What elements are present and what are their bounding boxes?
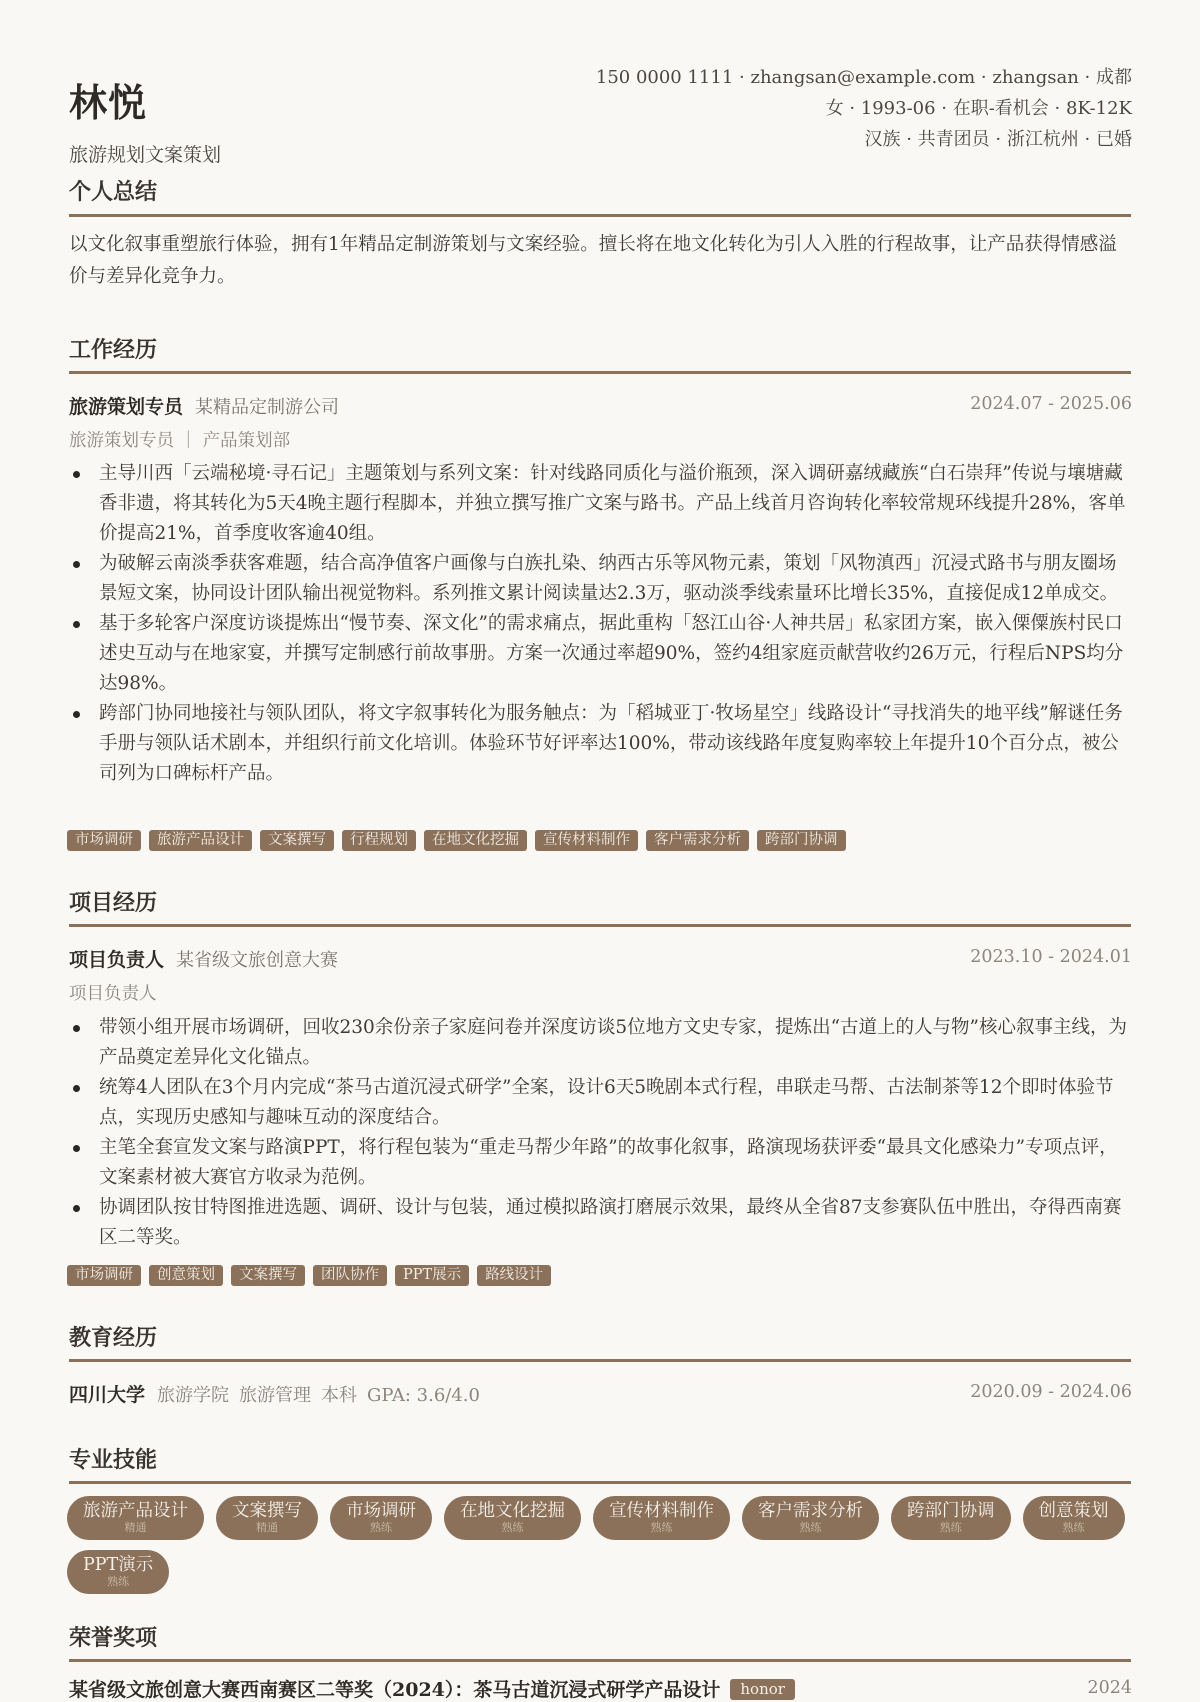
list-item: 基于多轮客户深度访谈提炼出“慢节奏、深文化”的需求痛点，据此重构「怒江山谷·人神共居」私家团方案，嵌入傈僳族村民口述史互动与在地家宴，并撰写定制感行前故事册。方案一次通过率超90%，签约4组家庭贡献营收约26万元，行程后NPS均分达98%。 [69,609,1131,699]
section-title-education: 教育经历 [69,1325,158,1351]
contact-block [596,62,1132,155]
contact-line: 女 · 1993-06 · 在职-看机会 · 8K-12K [825,98,1132,119]
list-item: 主导川西「云端秘境·寻石记」主题策划与系列文案：针对线路同质化与溢价瓶颈，深入调研嘉绒藏族“白石崇拜”传说与壤塘藏香非遗，将其转化为5天4晚主题行程脚本，并独立撰写推广文案与路书。产品上线首月咨询转化率较常规环线提升28%，客单价提高21%，首季度收客逾40组。 [69,459,1131,549]
summary-text: 以文化叙事重塑旅行体验，拥有1年精品定制游策划与文案经验。擅长将在地文化转化为引人入胜的行程故事，让产品获得情感溢价与差异化竞争力。 [69,234,1117,287]
project-date: 2023.10 - 2024.01 [970,947,1132,967]
section-divider [69,924,1131,927]
skill-tag: 跨部门协调 [757,830,846,851]
education-entry [69,1380,490,1407]
skill-pill [891,1496,1011,1540]
skill-level: 熟练 [799,1521,822,1534]
skill-level: 熟练 [1062,1521,1085,1534]
section-divider [69,1659,1131,1662]
skill-name: PPT演示 [83,1555,154,1575]
skill-pill [593,1496,730,1540]
job-bullets [69,459,1131,789]
skill-level: 精通 [256,1521,278,1534]
job-header [69,392,339,419]
education-detail: 本科 [321,1385,358,1406]
skill-name: 在地文化挖掘 [460,1501,565,1521]
project-bullets [69,1013,1131,1253]
skills-list [67,1496,1137,1594]
skill-tag: 行程规划 [342,830,416,851]
job-company: 某精品定制游公司 [195,397,340,418]
skill-pill [444,1496,581,1540]
skill-level: 精通 [124,1521,147,1534]
skill-name: 市场调研 [346,1501,416,1521]
list-item: 带领小组开展市场调研，回收230余份亲子家庭问卷并深度访谈5位地方文史专家，提炼出“古道上的人与物”核心叙事主线，为产品奠定差异化文化锚点。 [69,1013,1131,1073]
skill-level: 熟练 [370,1521,392,1534]
section-title-skills: 专业技能 [69,1447,158,1473]
candidate-role: 旅游规划文案策划 [69,144,222,166]
job-subtitle: 旅游策划专员 ｜ 产品策划部 [69,431,291,451]
skill-tag: 团队协作 [313,1265,387,1286]
skill-tag: 市场调研 [67,1265,141,1286]
school-name: 四川大学 [69,1384,146,1406]
skill-pill [216,1496,318,1540]
skill-level: 熟练 [501,1521,524,1534]
project-role: 项目负责人 [69,949,165,971]
project-subtitle: 项目负责人 [69,984,157,1004]
list-item: 主笔全套宣发文案与路演PPT，将行程包装为“重走马帮少年路”的故事化叙事，路演现场获评委“最具文化感染力”专项点评，文案素材被大赛官方收录为范例。 [69,1133,1131,1193]
education-detail: 旅游学院 [157,1385,230,1406]
skill-tag: 在地文化挖掘 [424,830,527,851]
skill-name: 创意策划 [1038,1501,1109,1521]
candidate-name: 林悦 [69,80,148,125]
skill-name: 文案撰写 [232,1501,302,1521]
section-title-work: 工作经历 [69,337,158,363]
skill-name: 客户需求分析 [758,1501,863,1521]
list-item: 统筹4人团队在3个月内完成“茶马古道沉浸式研学”全案，设计6天5晚剧本式行程，串联走马帮、古法制茶等12个即时体验节点，实现历史感知与趣味互动的深度结合。 [69,1073,1131,1133]
section-divider [69,1359,1131,1362]
section-divider [69,214,1131,217]
project-header [69,945,338,972]
education-detail: 旅游管理 [239,1385,312,1406]
skill-tag: 宣传材料制作 [535,830,638,851]
honor-badge: honor [730,1679,795,1700]
honor-entry [69,1675,795,1702]
skill-tag: 市场调研 [67,830,141,851]
skill-tag: 创意策划 [149,1265,223,1286]
skill-tag: 文案撰写 [231,1265,305,1286]
skill-pill [330,1496,432,1540]
skill-tag: 客户需求分析 [646,830,749,851]
skill-name: 宣传材料制作 [609,1501,714,1521]
contact-line: 汉族 · 共青团员 · 浙江杭州 · 已婚 [864,129,1132,150]
skill-pill [67,1496,204,1540]
honor-title: 某省级文旅创意大赛西南赛区二等奖（2024）：茶马古道沉浸式研学产品设计 [69,1679,721,1701]
project-org: 某省级文旅创意大赛 [176,950,339,971]
section-title-summary: 个人总结 [69,179,158,205]
list-item: 跨部门协同地接社与领队团队，将文字叙事转化为服务触点：为「稻城亚丁·牧场星空」线路设计“寻找消失的地平线”解谜任务手册与领队话术剧本，并组织行前文化培训。体验环节好评率达100%，带动该线路年度复购率较上年提升10个百分点，被公司列为口碑标杆产品。 [69,699,1131,789]
education-date: 2020.09 - 2024.06 [970,1382,1132,1402]
list-item: 协调团队按甘特图推进选题、调研、设计与包装，通过模拟路演打磨展示效果，最终从全省87支参赛队伍中胜出，夺得西南赛区二等奖。 [69,1193,1131,1253]
skill-level: 熟练 [107,1575,130,1588]
skill-tag: 文案撰写 [260,830,334,851]
job-tags [67,830,846,851]
job-date: 2024.07 - 2025.06 [970,394,1132,414]
skill-level: 熟练 [939,1521,962,1534]
skill-tag: PPT展示 [395,1265,469,1286]
section-title-project: 项目经历 [69,890,158,916]
education-detail: GPA: 3.6/4.0 [367,1385,480,1406]
skill-pill [67,1550,169,1594]
skill-name: 旅游产品设计 [83,1501,188,1521]
skill-level: 熟练 [650,1521,673,1534]
honor-year: 2024 [1087,1678,1132,1698]
skill-name: 跨部门协调 [907,1501,995,1521]
section-divider [69,1481,1131,1484]
skill-tag: 旅游产品设计 [149,830,252,851]
job-title: 旅游策划专员 [69,396,184,418]
skill-pill [742,1496,879,1540]
section-title-honors: 荣誉奖项 [69,1625,158,1651]
section-divider [69,371,1131,374]
list-item: 为破解云南淡季获客难题，结合高净值客户画像与白族扎染、纳西古乐等风物元素，策划「风物滇西」沉浸式路书与朋友圈场景短文案，协同设计团队输出视觉物料。系列推文累计阅读量达2.3万，驱动淡季线索量环比增长35%，直接促成12单成交。 [69,549,1131,609]
project-tags [67,1265,551,1286]
skill-tag: 路线设计 [477,1265,551,1286]
contact-line: 150 0000 1111 · zhangsan@example.com · zhangsan · 成都 [595,67,1132,88]
skill-pill [1023,1496,1125,1540]
